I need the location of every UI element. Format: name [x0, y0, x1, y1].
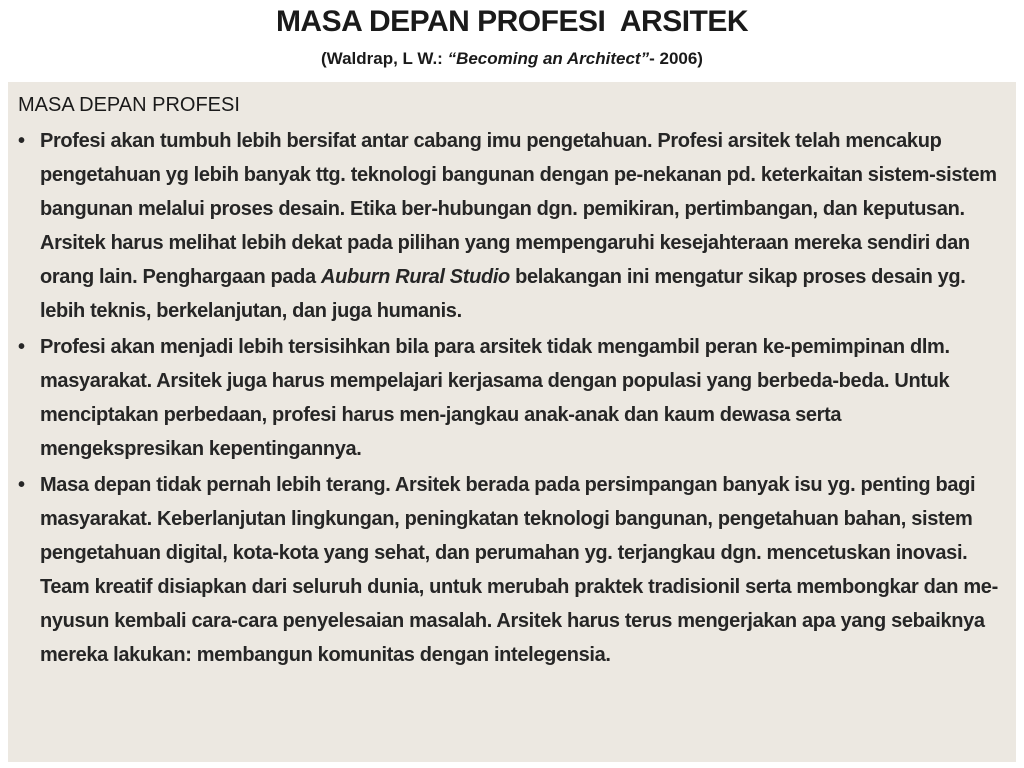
bullet-1-text-end: belakangan ini mengatur sikap proses desain yg. lebih teknis, berkelanjutan, dan juga humanis. [40, 266, 966, 322]
slide-subtitle [0, 48, 1024, 70]
bullet-marker: • [18, 130, 25, 152]
subtitle-book-title: “Becoming an Architect” [447, 49, 650, 68]
bullet-item-1 [16, 124, 1008, 328]
bullet-marker: • [18, 474, 25, 496]
bullet-2-text: Profesi akan menjadi lebih tersisihkan bila para arsitek tidak mengambil peran ke-pemimpinan dlm. masyarakat. Arsitek juga harus mempelajari kerjasama dengan populasi yang berbeda-beda. Untuk menciptakan perbedaan, profesi harus men-jangkau anak-anak dan kaum dewasa serta mengekspresikan kepentingannya. [40, 336, 950, 460]
subtitle-year: - 2006) [649, 49, 703, 68]
bullet-list [16, 124, 1008, 672]
bullet-1-text-start: Profesi akan tumbuh lebih bersifat antar cabang imu pengetahuan. Profesi arsitek telah mencakup pengetahuan yg lebih banyak ttg. teknologi bangunan dengan pe-nekanan pd. keterkaitan sistem-sistem bangunan melalui proses desain. Etika ber-hubungan dgn. pemikiran, pertimbangan, dan keputusan. Arsitek harus melihat lebih dekat pada pilihan yang mempengaruhi kesejahteraan mereka sendiri dan orang lain. Penghargaan pada [40, 130, 997, 288]
subtitle-author: (Waldrap, L W.: [321, 49, 448, 68]
bullet-item-3 [16, 468, 1008, 672]
section-heading: MASA DEPAN PROFESI [18, 94, 240, 116]
content-box [8, 82, 1016, 762]
bullet-1-emphasis: Auburn Rural Studio [321, 266, 510, 288]
bullet-item-2 [16, 330, 1008, 466]
bullet-marker: • [18, 336, 25, 358]
slide-title: MASA DEPAN PROFESI ARSITEK [275, 5, 749, 38]
bullet-3-text: Masa depan tidak pernah lebih terang. Arsitek berada pada persimpangan banyak isu yg. penting bagi masyarakat. Keberlanjutan lingkungan, peningkatan teknologi bangunan, pengetahuan bahan, sistem pengetahuan digital, kota-kota yang sehat, dan perumahan yg. terjangkau dgn. mencetuskan inovasi. Team kreatif disiapkan dari seluruh dunia, untuk merubah praktek tradisionil serta membongkar dan me-nyusun kembali cara-cara penyelesaian masalah. Arsitek harus terus mengerjakan apa yang sebaiknya mereka lakukan: membangun komunitas dengan intelegensia. [40, 474, 998, 666]
